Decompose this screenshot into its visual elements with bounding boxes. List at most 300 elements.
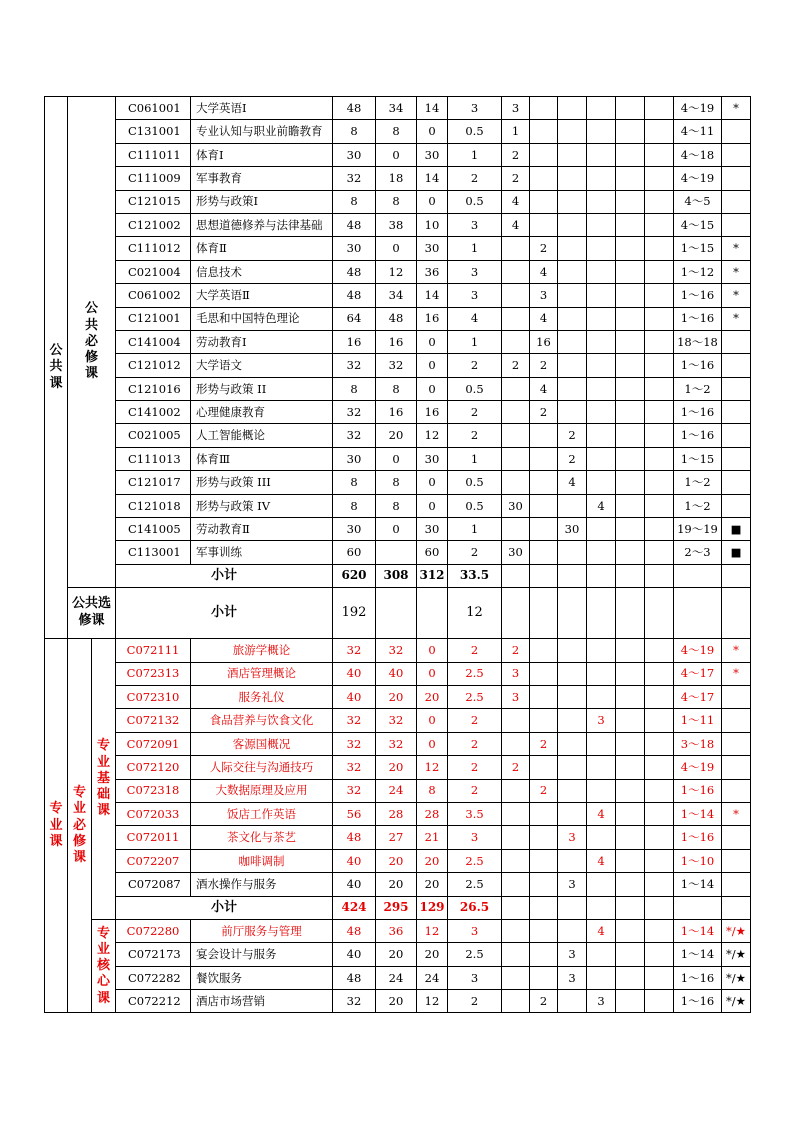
cell-c1: 48 xyxy=(333,213,376,236)
cell-weeks: 1～16 xyxy=(674,424,722,447)
cell-s6 xyxy=(645,143,674,166)
course-name: 体育Ⅱ xyxy=(191,237,333,260)
cell-s1 xyxy=(502,307,530,330)
cell-c3: 0 xyxy=(417,709,448,732)
cell-s2 xyxy=(530,167,558,190)
empty-cell xyxy=(674,588,722,639)
cell-c3: 12 xyxy=(417,990,448,1013)
cell-s2 xyxy=(530,143,558,166)
empty-cell xyxy=(645,588,674,639)
cell-weeks: 4～11 xyxy=(674,120,722,143)
cell-c4: 4 xyxy=(448,307,502,330)
cell-weeks: 4～19 xyxy=(674,639,722,662)
cell-s4 xyxy=(587,424,616,447)
course-mark xyxy=(722,494,751,517)
cell-s3: 2 xyxy=(558,424,587,447)
group-major-basic xyxy=(92,639,116,920)
course-mark: * xyxy=(722,802,751,825)
cell-c3: 14 xyxy=(417,167,448,190)
course-name: 咖啡调制 xyxy=(191,849,333,872)
cell-c4: 3 xyxy=(448,97,502,120)
group-public-text: 公共课 xyxy=(49,343,63,391)
cell-s5 xyxy=(616,471,645,494)
cell-c2: 32 xyxy=(376,354,417,377)
cell-c2: 16 xyxy=(376,401,417,424)
table-row xyxy=(45,354,751,377)
cell-s4 xyxy=(587,966,616,989)
course-mark xyxy=(722,377,751,400)
cell-s1 xyxy=(502,990,530,1013)
cell-c2: 24 xyxy=(376,966,417,989)
course-name: 体育Ⅰ xyxy=(191,143,333,166)
subtotal-row xyxy=(45,896,751,919)
course-mark xyxy=(722,685,751,708)
cell-s2: 2 xyxy=(530,990,558,1013)
cell-c3: 8 xyxy=(417,779,448,802)
cell-s5 xyxy=(616,639,645,662)
cell-s3 xyxy=(558,756,587,779)
cell-c1: 32 xyxy=(333,732,376,755)
course-name: 饭店工作英语 xyxy=(191,802,333,825)
cell-s5 xyxy=(616,709,645,732)
subtotal-c2: 295 xyxy=(376,896,417,919)
course-name: 心理健康教育 xyxy=(191,401,333,424)
cell-s1 xyxy=(502,377,530,400)
cell-s2 xyxy=(530,966,558,989)
cell-c4: 2.5 xyxy=(448,662,502,685)
cell-c1: 8 xyxy=(333,494,376,517)
cell-s4 xyxy=(587,756,616,779)
cell-s2 xyxy=(530,447,558,470)
table-body xyxy=(45,97,751,1013)
course-code: C072207 xyxy=(116,849,191,872)
cell-c1: 32 xyxy=(333,401,376,424)
course-name: 酒水操作与服务 xyxy=(191,873,333,896)
cell-s6 xyxy=(645,120,674,143)
cell-c2: 20 xyxy=(376,756,417,779)
cell-s5 xyxy=(616,377,645,400)
cell-s1 xyxy=(502,802,530,825)
cell-c4: 2 xyxy=(448,709,502,732)
course-mark xyxy=(722,756,751,779)
cell-s2 xyxy=(530,471,558,494)
cell-s4: 4 xyxy=(587,919,616,942)
cell-s3 xyxy=(558,541,587,564)
cell-s6 xyxy=(645,709,674,732)
cell-c3: 30 xyxy=(417,237,448,260)
course-mark xyxy=(722,447,751,470)
cell-s5 xyxy=(616,424,645,447)
course-code: C141005 xyxy=(116,518,191,541)
empty-cell xyxy=(616,588,645,639)
cell-c3: 28 xyxy=(417,802,448,825)
cell-c4: 0.5 xyxy=(448,471,502,494)
course-mark xyxy=(722,330,751,353)
cell-s3: 2 xyxy=(558,447,587,470)
cell-s4 xyxy=(587,662,616,685)
cell-weeks: 3～18 xyxy=(674,732,722,755)
cell-s2: 16 xyxy=(530,330,558,353)
cell-c2: 20 xyxy=(376,685,417,708)
empty-cell xyxy=(530,896,558,919)
cell-weeks: 1～16 xyxy=(674,990,722,1013)
cell-weeks: 4～5 xyxy=(674,190,722,213)
cell-s6 xyxy=(645,213,674,236)
cell-s2 xyxy=(530,685,558,708)
empty-cell xyxy=(558,564,587,587)
cell-c1: 48 xyxy=(333,260,376,283)
course-mark: */★ xyxy=(722,966,751,989)
cell-c1: 40 xyxy=(333,873,376,896)
cell-s6 xyxy=(645,943,674,966)
empty-cell xyxy=(674,896,722,919)
course-name: 信息技术 xyxy=(191,260,333,283)
course-code: C072111 xyxy=(116,639,191,662)
cell-s3 xyxy=(558,284,587,307)
empty-cell xyxy=(587,564,616,587)
cell-s1 xyxy=(502,518,530,541)
cell-s5 xyxy=(616,167,645,190)
table-row xyxy=(45,826,751,849)
cell-s1: 4 xyxy=(502,213,530,236)
course-name: 思想道德修养与法律基础 xyxy=(191,213,333,236)
group-major-basic-text: 专业基础课 xyxy=(97,738,111,819)
cell-c2: 20 xyxy=(376,424,417,447)
cell-c4: 2.5 xyxy=(448,685,502,708)
cell-s2 xyxy=(530,541,558,564)
cell-c3: 30 xyxy=(417,518,448,541)
course-name: 大学语文 xyxy=(191,354,333,377)
cell-s4 xyxy=(587,732,616,755)
cell-c1: 40 xyxy=(333,685,376,708)
cell-c4: 2 xyxy=(448,756,502,779)
cell-s1: 3 xyxy=(502,662,530,685)
cell-c3: 0 xyxy=(417,190,448,213)
cell-s1 xyxy=(502,709,530,732)
table-row xyxy=(45,990,751,1013)
course-code: C121017 xyxy=(116,471,191,494)
cell-s2 xyxy=(530,756,558,779)
cell-s1 xyxy=(502,260,530,283)
table-row xyxy=(45,284,751,307)
cell-s5 xyxy=(616,401,645,424)
empty-cell xyxy=(530,564,558,587)
cell-s4 xyxy=(587,826,616,849)
course-code: C072120 xyxy=(116,756,191,779)
cell-weeks: 1～16 xyxy=(674,284,722,307)
course-name: 酒店管理概论 xyxy=(191,662,333,685)
cell-s5 xyxy=(616,447,645,470)
cell-s4: 4 xyxy=(587,849,616,872)
cell-c2: 8 xyxy=(376,190,417,213)
table-row xyxy=(45,943,751,966)
cell-c3: 0 xyxy=(417,330,448,353)
cell-s4 xyxy=(587,354,616,377)
cell-weeks: 18～18 xyxy=(674,330,722,353)
cell-c4: 3 xyxy=(448,966,502,989)
cell-c2: 8 xyxy=(376,494,417,517)
course-name: 大学英语Ⅰ xyxy=(191,97,333,120)
table-row xyxy=(45,849,751,872)
course-name: 形势与政策 III xyxy=(191,471,333,494)
course-mark xyxy=(722,471,751,494)
cell-c4: 1 xyxy=(448,447,502,470)
cell-c1: 64 xyxy=(333,307,376,330)
cell-c3: 21 xyxy=(417,826,448,849)
cell-c1: 48 xyxy=(333,97,376,120)
cell-weeks: 4～17 xyxy=(674,662,722,685)
course-code: C072091 xyxy=(116,732,191,755)
empty-cell xyxy=(530,588,558,639)
cell-s6 xyxy=(645,685,674,708)
cell-s4 xyxy=(587,120,616,143)
cell-s4 xyxy=(587,639,616,662)
cell-s6 xyxy=(645,990,674,1013)
cell-s3 xyxy=(558,709,587,732)
cell-c4: 2 xyxy=(448,541,502,564)
cell-s3 xyxy=(558,213,587,236)
cell-c2: 0 xyxy=(376,143,417,166)
empty-cell xyxy=(558,896,587,919)
table-row xyxy=(45,401,751,424)
cell-s2 xyxy=(530,943,558,966)
cell-s1 xyxy=(502,471,530,494)
cell-s1 xyxy=(502,330,530,353)
cell-s1: 3 xyxy=(502,685,530,708)
cell-s3 xyxy=(558,849,587,872)
cell-c3: 0 xyxy=(417,120,448,143)
table-row xyxy=(45,190,751,213)
cell-s1 xyxy=(502,237,530,260)
cell-s3 xyxy=(558,377,587,400)
cell-c4: 3 xyxy=(448,213,502,236)
cell-weeks: 1～2 xyxy=(674,377,722,400)
cell-c4: 2 xyxy=(448,424,502,447)
course-mark: * xyxy=(722,260,751,283)
course-code: C072173 xyxy=(116,943,191,966)
empty-cell xyxy=(722,896,751,919)
cell-c3: 10 xyxy=(417,213,448,236)
cell-c4: 0.5 xyxy=(448,190,502,213)
cell-c2: 24 xyxy=(376,779,417,802)
cell-weeks: 1～16 xyxy=(674,354,722,377)
cell-s5 xyxy=(616,97,645,120)
table-row xyxy=(45,662,751,685)
cell-s5 xyxy=(616,826,645,849)
cell-weeks: 4～19 xyxy=(674,167,722,190)
course-mark xyxy=(722,709,751,732)
empty-cell xyxy=(616,564,645,587)
course-code: C021004 xyxy=(116,260,191,283)
course-name: 服务礼仪 xyxy=(191,685,333,708)
table-row xyxy=(45,260,751,283)
cell-c4: 2 xyxy=(448,639,502,662)
cell-s4 xyxy=(587,518,616,541)
cell-c3: 20 xyxy=(417,849,448,872)
course-name: 餐饮服务 xyxy=(191,966,333,989)
subtotal-label: 小计 xyxy=(116,564,333,587)
course-name: 人际交往与沟通技巧 xyxy=(191,756,333,779)
cell-weeks: 1～2 xyxy=(674,494,722,517)
cell-s3 xyxy=(558,330,587,353)
cell-c1: 32 xyxy=(333,354,376,377)
cell-s2 xyxy=(530,424,558,447)
course-code: C072033 xyxy=(116,802,191,825)
table-row xyxy=(45,709,751,732)
cell-weeks: 1～14 xyxy=(674,873,722,896)
course-code: C072313 xyxy=(116,662,191,685)
cell-s6 xyxy=(645,779,674,802)
course-mark: */★ xyxy=(722,919,751,942)
cell-s6 xyxy=(645,190,674,213)
course-code: C072318 xyxy=(116,779,191,802)
cell-c1: 8 xyxy=(333,377,376,400)
cell-weeks: 1～15 xyxy=(674,447,722,470)
cell-s5 xyxy=(616,966,645,989)
cell-c1: 8 xyxy=(333,120,376,143)
table-row xyxy=(45,471,751,494)
cell-c4: 2 xyxy=(448,732,502,755)
cell-s3: 3 xyxy=(558,943,587,966)
cell-s1: 2 xyxy=(502,354,530,377)
cell-s5 xyxy=(616,237,645,260)
cell-c3: 12 xyxy=(417,919,448,942)
cell-s4 xyxy=(587,779,616,802)
cell-s5 xyxy=(616,732,645,755)
cell-s4 xyxy=(587,237,616,260)
cell-c2: 38 xyxy=(376,213,417,236)
cell-s1 xyxy=(502,284,530,307)
cell-s4 xyxy=(587,284,616,307)
table-row xyxy=(45,447,751,470)
cell-weeks: 1～10 xyxy=(674,849,722,872)
cell-s5 xyxy=(616,943,645,966)
cell-s3 xyxy=(558,732,587,755)
cell-c2: 0 xyxy=(376,518,417,541)
cell-c3: 30 xyxy=(417,143,448,166)
table-row xyxy=(45,237,751,260)
course-name: 专业认知与职业前瞻教育 xyxy=(191,120,333,143)
cell-c1: 8 xyxy=(333,471,376,494)
cell-weeks: 1～2 xyxy=(674,471,722,494)
cell-c1: 32 xyxy=(333,709,376,732)
cell-c4: 0.5 xyxy=(448,120,502,143)
cell-s4 xyxy=(587,943,616,966)
cell-c3: 12 xyxy=(417,756,448,779)
cell-s3 xyxy=(558,802,587,825)
cell-c1: 30 xyxy=(333,237,376,260)
cell-c3: 0 xyxy=(417,494,448,517)
cell-s5 xyxy=(616,260,645,283)
subtotal-c4: 12 xyxy=(448,588,502,639)
cell-c4: 2.5 xyxy=(448,873,502,896)
cell-s1 xyxy=(502,873,530,896)
cell-weeks: 1～16 xyxy=(674,966,722,989)
group-public-elective: 公共选修课 xyxy=(68,588,116,639)
cell-s5 xyxy=(616,120,645,143)
cell-c2: 34 xyxy=(376,284,417,307)
cell-s6 xyxy=(645,639,674,662)
cell-s3 xyxy=(558,190,587,213)
cell-s4 xyxy=(587,260,616,283)
cell-c2: 34 xyxy=(376,97,417,120)
cell-s2: 2 xyxy=(530,354,558,377)
cell-s3 xyxy=(558,662,587,685)
cell-s6 xyxy=(645,873,674,896)
cell-s2 xyxy=(530,213,558,236)
course-name: 军事训练 xyxy=(191,541,333,564)
cell-c2: 8 xyxy=(376,471,417,494)
cell-c3: 36 xyxy=(417,260,448,283)
cell-s4 xyxy=(587,541,616,564)
course-code: C072011 xyxy=(116,826,191,849)
cell-c1: 40 xyxy=(333,849,376,872)
cell-s6 xyxy=(645,260,674,283)
cell-s1: 4 xyxy=(502,190,530,213)
cell-c4: 2 xyxy=(448,401,502,424)
cell-c1: 30 xyxy=(333,143,376,166)
elective-row xyxy=(45,588,751,639)
cell-weeks: 1～16 xyxy=(674,826,722,849)
course-code: C111013 xyxy=(116,447,191,470)
table-row xyxy=(45,143,751,166)
course-name: 旅游学概论 xyxy=(191,639,333,662)
cell-s4: 4 xyxy=(587,802,616,825)
cell-weeks: 4～15 xyxy=(674,213,722,236)
cell-c3: 0 xyxy=(417,662,448,685)
cell-s2 xyxy=(530,919,558,942)
course-name: 形势与政策 II xyxy=(191,377,333,400)
subtotal-c4: 26.5 xyxy=(448,896,502,919)
cell-s2 xyxy=(530,873,558,896)
cell-s2: 2 xyxy=(530,237,558,260)
subtotal-c3: 312 xyxy=(417,564,448,587)
cell-c3: 16 xyxy=(417,307,448,330)
cell-s2 xyxy=(530,802,558,825)
cell-s2: 4 xyxy=(530,377,558,400)
subtotal-label: 小计 xyxy=(116,896,333,919)
cell-s5 xyxy=(616,756,645,779)
course-name: 客源国概况 xyxy=(191,732,333,755)
group-public-required xyxy=(68,97,116,588)
cell-s6 xyxy=(645,307,674,330)
cell-s1: 30 xyxy=(502,541,530,564)
cell-c1: 32 xyxy=(333,424,376,447)
cell-s3 xyxy=(558,990,587,1013)
cell-c4: 2 xyxy=(448,167,502,190)
cell-s4 xyxy=(587,873,616,896)
cell-s1: 2 xyxy=(502,167,530,190)
empty-cell xyxy=(587,588,616,639)
course-name: 酒店市场营销 xyxy=(191,990,333,1013)
course-mark xyxy=(722,826,751,849)
course-mark xyxy=(722,190,751,213)
cell-s3 xyxy=(558,120,587,143)
table-row xyxy=(45,494,751,517)
cell-s6 xyxy=(645,284,674,307)
cell-s4 xyxy=(587,471,616,494)
cell-s3 xyxy=(558,260,587,283)
cell-c2: 36 xyxy=(376,919,417,942)
cell-c1: 40 xyxy=(333,662,376,685)
course-code: C121016 xyxy=(116,377,191,400)
cell-s6 xyxy=(645,401,674,424)
cell-s4 xyxy=(587,377,616,400)
cell-c3: 0 xyxy=(417,639,448,662)
cell-s3 xyxy=(558,639,587,662)
cell-s5 xyxy=(616,779,645,802)
cell-c2: 8 xyxy=(376,120,417,143)
